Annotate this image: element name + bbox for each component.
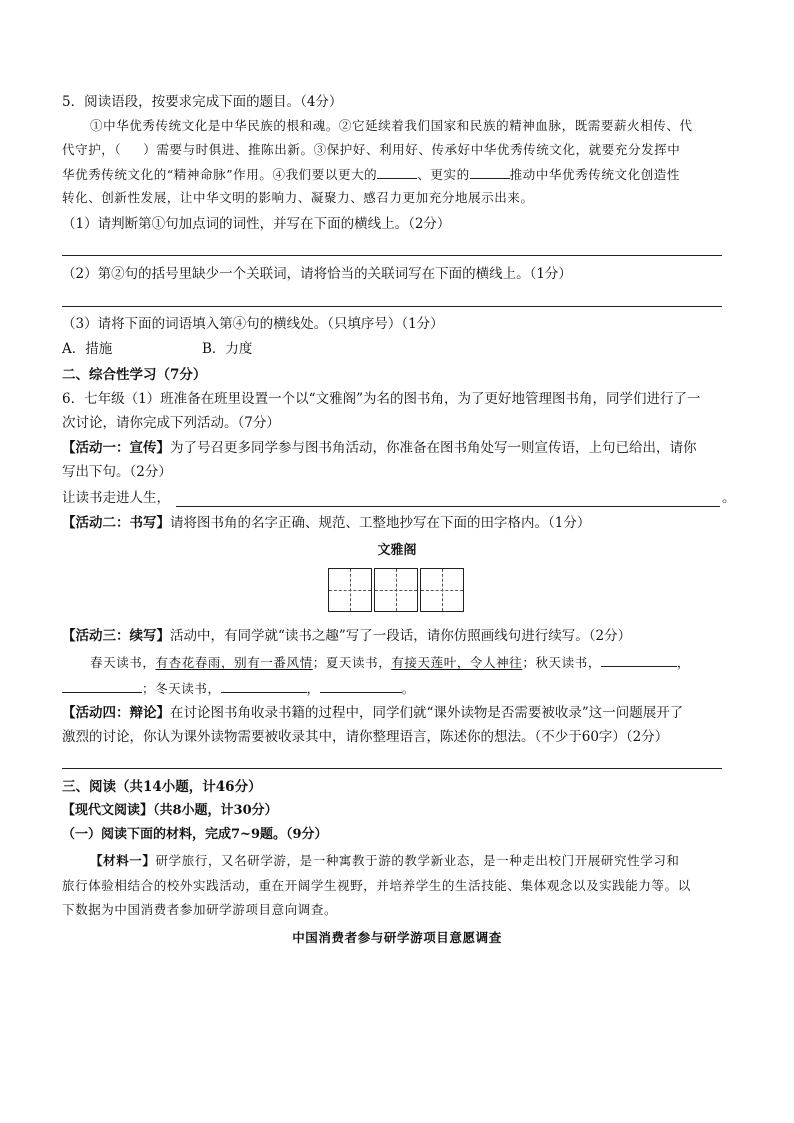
comma-2: ， (306, 681, 320, 696)
q5-option-b: B．力度 (202, 341, 253, 357)
q5-line2-part-b: ）需要与时俱进、推陈出新。③保护好、利用好、传承好中华优秀传统文化，就要充分发挥中 (143, 142, 681, 157)
activity-3-example-line (90, 652, 690, 673)
q5-line3-part-b: 、更实的 (417, 167, 470, 182)
q5-paragraph-line-3 (62, 164, 680, 185)
activity-1-prompt: 让读书走进人生， (62, 490, 170, 506)
activity-2-text: 请将图书角的名字正确、规范、工整地抄写在下面的田字格内。（1分） (170, 515, 591, 531)
q5-sub-question-3: （3）请将下面的词语填入第④句的横线处。（只填序号）（1分） (62, 316, 444, 332)
q5-paragraph-line-4: 转化、创新性发展，让中华文明的影响力、凝聚力、感召力更加充分地展示出来。 (62, 190, 534, 205)
modern-reading-heading: 【现代文阅读】（共8小题，计30分） (62, 803, 278, 818)
corner-name: 文雅阁 (377, 543, 417, 558)
q5-line3-part-a: 华优秀传统文化的“精神命脉”作用。④我们要以更大的 (62, 167, 378, 182)
activity-1-text: 为了号召更多同学参与图书角活动，你准备在图书角处写一则宣传语，上句已给出，请你 (170, 440, 697, 456)
period: 。 (401, 681, 415, 696)
activity-1-text-2: 写出下句。（2分） (62, 464, 172, 480)
q5-answer-line-2[interactable] (62, 306, 722, 307)
activity-3-label: 【活动三：续写】 (62, 628, 170, 644)
section-2-heading: 二、综合性学习（7分） (62, 367, 207, 383)
autumn-blank-1[interactable] (601, 652, 677, 667)
summer-reading: ；夏天读书， (312, 655, 392, 670)
material-1-line-3: 下数据为中国消费者参加研学游项目意向调查。 (62, 902, 338, 917)
part-1-heading: （一）阅读下面的材料，完成7~9题。（9分） (62, 827, 328, 842)
activity-4-label: 【活动四：辩论】 (62, 705, 170, 721)
chart-title: 中国消费者参与研学游项目意愿调查 (292, 930, 502, 945)
activity-1-period: 。 (722, 490, 736, 506)
activity-4-text: 在讨论图书角收录书籍的过程中，同学们就“课外读物是否需要被收录”这一问题展开了 (170, 705, 684, 721)
q5-sub-question-1: （1）请判断第①句加点词的词性，并写在下面的横线上。（2分） (62, 216, 451, 232)
q5-sub-question-2: （2）第②句的括号里缺少一个关联词，请将恰当的关联词写在下面的横线上。（1分） (62, 266, 572, 282)
winter-blank-1[interactable] (221, 678, 307, 693)
autumn-blank-2[interactable] (62, 678, 142, 693)
q5-paragraph-line-2 (62, 140, 680, 160)
activity-3-text: 活动中，有同学就“读书之趣”写了一段话，请你仿照画线句进行续写。（2分） (170, 628, 632, 644)
activity-1-answer-line[interactable] (176, 506, 720, 507)
material-1-line-2: 旅行体验相结合的校外实践活动，重在开阔学生视野，并培养学生的生活技能、集体观念以及实践能力等。以 (62, 878, 691, 893)
activity-4 (62, 703, 683, 723)
winter-blank-2[interactable] (320, 678, 402, 693)
activity-3 (62, 626, 631, 646)
q5-blank-1[interactable] (377, 164, 417, 179)
spring-underlined: 有杏花春雨，别有一番风情 (155, 655, 313, 670)
q5-answer-line-1[interactable] (62, 255, 722, 256)
material-1-line-1 (90, 851, 680, 871)
activity-1 (62, 438, 697, 458)
tianzige-box-1[interactable] (328, 568, 372, 612)
q6-line-1: 6．七年级（1）班准备在班里设置一个以“文雅阁”为名的图书角，为了更好地管理图书角，同学们进行了一 (62, 391, 701, 407)
activity-3-blank-line (62, 678, 415, 699)
tianzige-box-3[interactable] (420, 568, 464, 612)
material-1-label: 【材料一】 (90, 853, 156, 868)
activity-2 (62, 513, 590, 533)
summer-underlined: 有接天莲叶，令人神往 (391, 655, 523, 670)
autumn-reading: ；秋天读书， (522, 655, 601, 670)
q5-line3-part-c: 推动中华优秀传统文化创造性 (509, 167, 681, 182)
spring-reading: 春天读书， (90, 655, 156, 670)
q5-option-a: A．措施 (62, 341, 113, 357)
q5-paragraph-line-1: ①中华优秀传统文化是中华民族的根和魂。②它延续着我们国家和民族的精神血脉，既需要薪火相传、代 (90, 118, 693, 133)
activity-4-text-2: 激烈的讨论，你认为课外读物需要被收录其中，请你整理语言，陈述你的想法。（不少于60字）（2分） (62, 729, 669, 745)
tianzige-box-2[interactable] (374, 568, 418, 612)
activity-2-label: 【活动二：书写】 (62, 515, 170, 531)
activity-4-answer-line[interactable] (62, 768, 722, 769)
material-1-text-1: 研学旅行，又名研学游，是一种寓教于游的教学新业态，是一种走出校门开展研究性学习和 (155, 853, 680, 868)
q5-line2-part-a: 代守护，（ (62, 142, 122, 157)
comma: ， (676, 655, 691, 670)
activity-1-label: 【活动一：宣传】 (62, 440, 170, 456)
q6-line-2: 次讨论，请你完成下列活动。（7分） (62, 415, 280, 431)
winter-reading: ；冬天读书， (142, 681, 221, 696)
q5-blank-2[interactable] (470, 164, 510, 179)
q5-title: 5．阅读语段，按要求完成下面的题目。（4分） (62, 94, 343, 110)
section-3-heading: 三、阅读（共14小题，计46分） (62, 779, 262, 795)
